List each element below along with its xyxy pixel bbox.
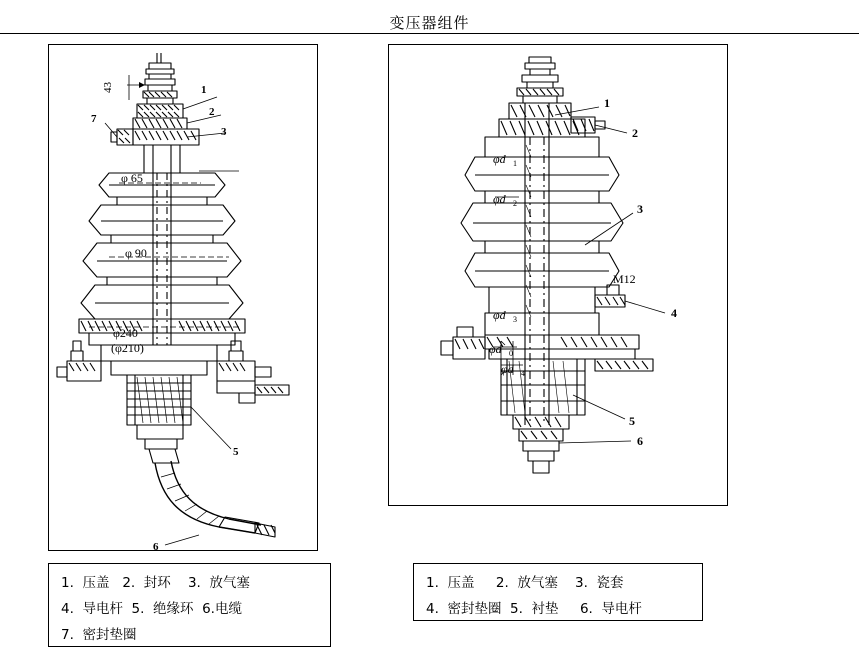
callout-4: 4 — [671, 306, 677, 320]
dim-phi-d4: φd — [501, 362, 514, 376]
dim-phi-d2-sub: 2 — [513, 199, 517, 208]
dim-phi-d3: φd — [493, 308, 506, 322]
page-title: 变压器组件 — [389, 14, 470, 32]
callout-5: 5 — [629, 414, 635, 428]
legend-left — [48, 563, 331, 647]
dim-phi240: φ240 — [113, 326, 138, 340]
dim-phi90: φ 90 — [125, 246, 147, 260]
dim-phi65: φ 65 — [121, 171, 143, 185]
callout-3: 3 — [221, 126, 227, 138]
dim-phi210: (φ210) — [111, 341, 144, 355]
legend-left-line-2: 4. 导电杆 5. 绝缘环 6.电缆 — [61, 601, 242, 617]
figure-right — [388, 44, 728, 506]
dim-phi-d4-sub: 4 — [521, 369, 525, 378]
title-divider — [0, 33, 859, 34]
dim-m12: M12 — [613, 272, 636, 286]
dim-phi-d3-sub: 3 — [513, 315, 517, 324]
dim-phi-d1: φd — [493, 152, 506, 166]
figure-left-drawing — [49, 45, 317, 550]
dim-phi-d0-sub: 0 — [509, 349, 513, 358]
legend-right-line-2: 4. 密封垫圈 5. 衬垫 6. 导电杆 — [426, 601, 642, 617]
legend-right-line-1: 1. 压盖 2. 放气塞 3. 瓷套 — [426, 575, 624, 591]
callout-1: 1 — [604, 96, 610, 110]
legend-left-line-3: 7. 密封垫圈 — [61, 627, 137, 643]
callout-6: 6 — [637, 434, 643, 448]
dim-phi-d0: φd — [489, 342, 502, 356]
legend-right — [413, 563, 703, 621]
callout-5: 5 — [233, 446, 239, 458]
legend-left-line-1: 1. 压盖 2. 封环 3. 放气塞 — [61, 575, 250, 591]
callout-7: 7 — [91, 113, 97, 125]
dim-phi-d1-sub: 1 — [513, 159, 517, 168]
dim-phi-d2: φd — [493, 192, 506, 206]
dim-43: 43 — [102, 82, 114, 93]
callout-2: 2 — [209, 106, 215, 118]
figure-right-drawing — [389, 45, 727, 505]
callout-3: 3 — [637, 202, 643, 216]
callout-1: 1 — [201, 84, 207, 96]
callout-2: 2 — [632, 126, 638, 140]
figure-left — [48, 44, 318, 551]
callout-6: 6 — [153, 541, 159, 550]
